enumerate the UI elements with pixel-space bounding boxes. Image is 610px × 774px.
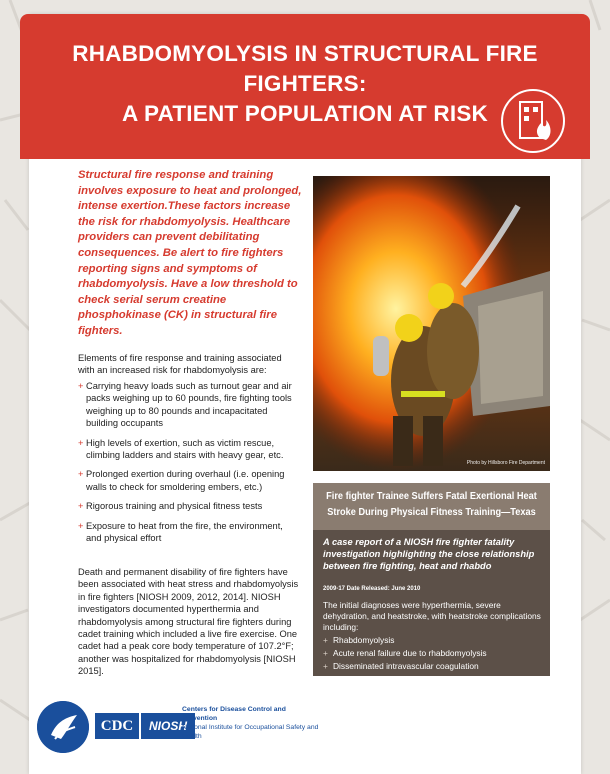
case-box-text: The initial diagnoses were hyperthermia, severe dehydration, and heatstroke, with heatstroke complications including: <box>323 600 541 632</box>
niosh-logo: NIOSH <box>141 713 195 739</box>
fire-fighters-photo <box>313 176 550 471</box>
title-banner <box>20 14 590 159</box>
risk-list-lead: Elements of fire response and training associated with an increased risk for rhabdomyolysis are: <box>78 353 282 376</box>
list-item: + Disseminated intravascular coagulation <box>323 660 545 673</box>
case-report-box <box>313 530 550 676</box>
case-box-header <box>313 483 550 530</box>
cdc-logo: CDC <box>95 713 139 739</box>
footer <box>29 693 581 774</box>
photo-credit: Photo by Hillsboro Fire Department <box>466 460 545 466</box>
page-title: RHABDOMYOLYSIS IN STRUCTURAL FIRE FIGHTERS: A PATIENT POPULATION AT RISK <box>72 41 538 126</box>
list-item: + Carrying heavy loads such as turnout gear and air packs weighing up to 60 pounds, fire fighting tools weighing up to 80 pounds and incapacitated building occupants <box>78 380 298 430</box>
cdc-name: Centers for Disease Control and Prevention <box>182 706 286 722</box>
burning-building-icon <box>498 86 568 156</box>
list-item: + High levels of exertion, such as victim rescue, climbing ladders and stairs with heavy gear, etc. <box>78 437 298 462</box>
intro-statement: Structural fire response and training involves exposure to heat and prolonged, intense exertion.These factors increase the risk for rhabdomyolysis. Healthcare providers can prevent debilitating consequences. Be alert to fire fighters reporting signs and symptoms of rhabdomyolysis. Have a low threshold to check serial serum creatine phosphokinase (CK) in structural fire fighters. <box>78 169 302 337</box>
list-item: + Prolonged exertion during overhaul (i.e. opening walls to check for smoldering embers, etc.) <box>78 468 298 493</box>
list-item: + Rhabdomyolysis <box>323 634 545 647</box>
list-item: + Rigorous training and physical fitness tests <box>78 500 298 512</box>
list-item: + Exposure to heat from the fire, the environment, and physical effort <box>78 520 298 545</box>
case-box-subtitle: A case report of a NIOSH fire fighter fatality investigation highlighting the close relationship between fire fighting, heat and rhabdo <box>323 537 535 571</box>
niosh-name: National Institute for Occupational Safety and Health <box>182 724 319 740</box>
case-box-heading: Fire fighter Trainee Suffers Fatal Exertional Heat Stroke During Physical Fitness Training—Texas <box>326 491 537 518</box>
niosh-findings-paragraph: Death and permanent disability of fire fighters have been associated with heat stress and rhabdomyolysis in fire fighters [NIOSH 2009, 2012, 2014]. NIOSH investigators documented hyperthermia and rhabdomyolysis among structural fire fighters during cadet training which included a live fire exercise. One cadet had a peak core body temperature of 107.2°F; another was hospitalized for rhabdomyolysis [NIOSH 2015]. <box>78 567 299 677</box>
case-box-date: 2009-17 Date Released: June 2010 <box>323 586 421 592</box>
list-item: + Acute renal failure due to rhabdomyolysis <box>323 647 545 660</box>
risk-list <box>78 380 298 551</box>
complications-list <box>323 634 545 673</box>
hhs-eagle-logo <box>37 701 89 753</box>
